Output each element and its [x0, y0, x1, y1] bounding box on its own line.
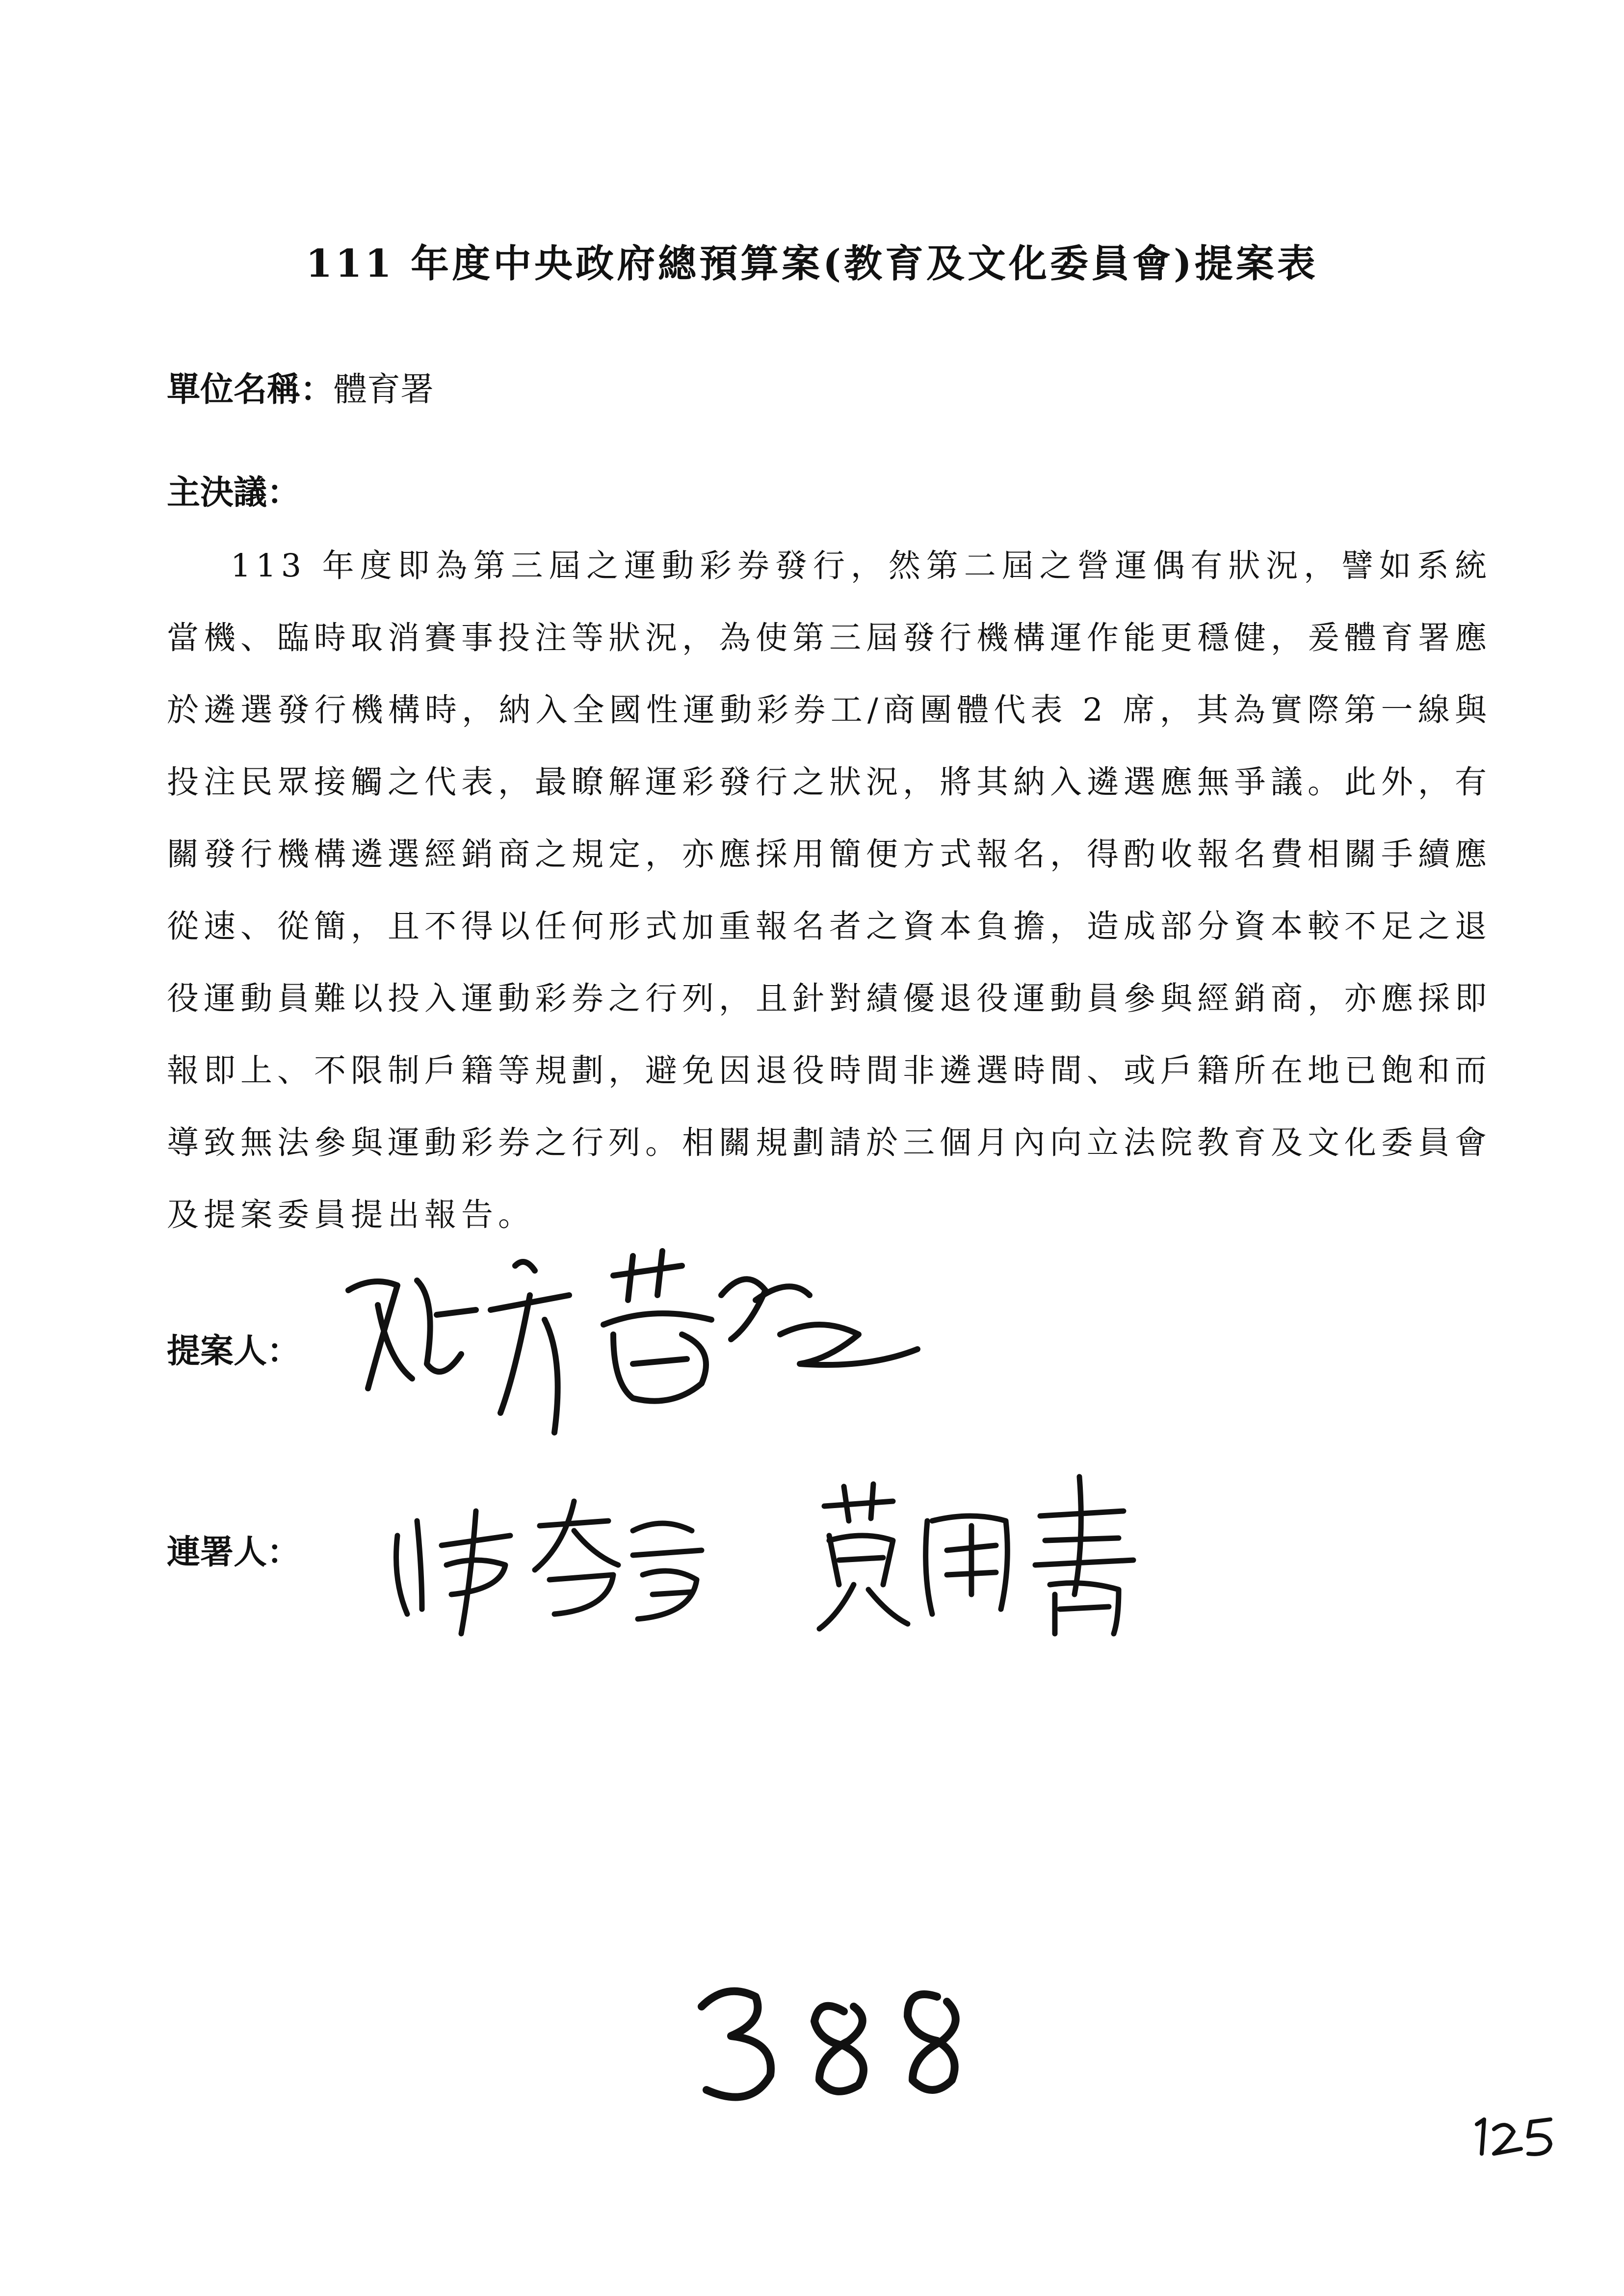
proposer-label: 提案人： [167, 1331, 301, 1371]
proposer-signature [339, 1236, 952, 1452]
resolution-label: 主決議： [167, 473, 301, 512]
unit-value: 體育署 [334, 370, 434, 409]
document-title: 111 年度中央政府總預算案(教育及文化委員會)提案表 [306, 241, 1318, 286]
handwritten-corner-number [1467, 2110, 1565, 2166]
cosigner-signature-1 [388, 1491, 716, 1639]
unit-row [167, 363, 434, 411]
unit-label: 單位名稱： [167, 370, 334, 409]
cosigner-signature-2 [810, 1467, 1143, 1644]
cosigner-label: 連署人： [167, 1533, 301, 1572]
resolution-body: 113 年度即為第三屆之運動彩券發行，然第二屆之營運偶有狀況，譬如系統當機、臨時取消賽事投注等狀況，為使第三屆發行機構運作能更穩健，爰體育署應於遴選發行機構時，納入全國性運動彩券工/商團體代表 2 席，其為實際第一線與投注民眾接觸之代表，最瞭解運彩發行之狀況，將其納入遴選應無爭議。此外，有關發行機構遴選經銷商之規定，亦應採用簡便方式報名，得酌收報名費相關手續應從速、從簡，且不得以任何形式加重報名者之資本負擔，造成部分資本較不足之退役運動員難以投入運動彩券之行列，且針對績優退役運動員參與經銷商，亦應採即報即上、不限制戶籍等規劃，避免因退役時間非遴選時間、或戶籍所在地已飽和而導致無法參與運動彩券之行列。相關規劃請於三個月內向立法院教育及文化委員會及提案委員提出報告。 [167, 548, 1492, 1233]
handwritten-page-number [687, 1967, 971, 2116]
resolution-row [167, 466, 300, 514]
